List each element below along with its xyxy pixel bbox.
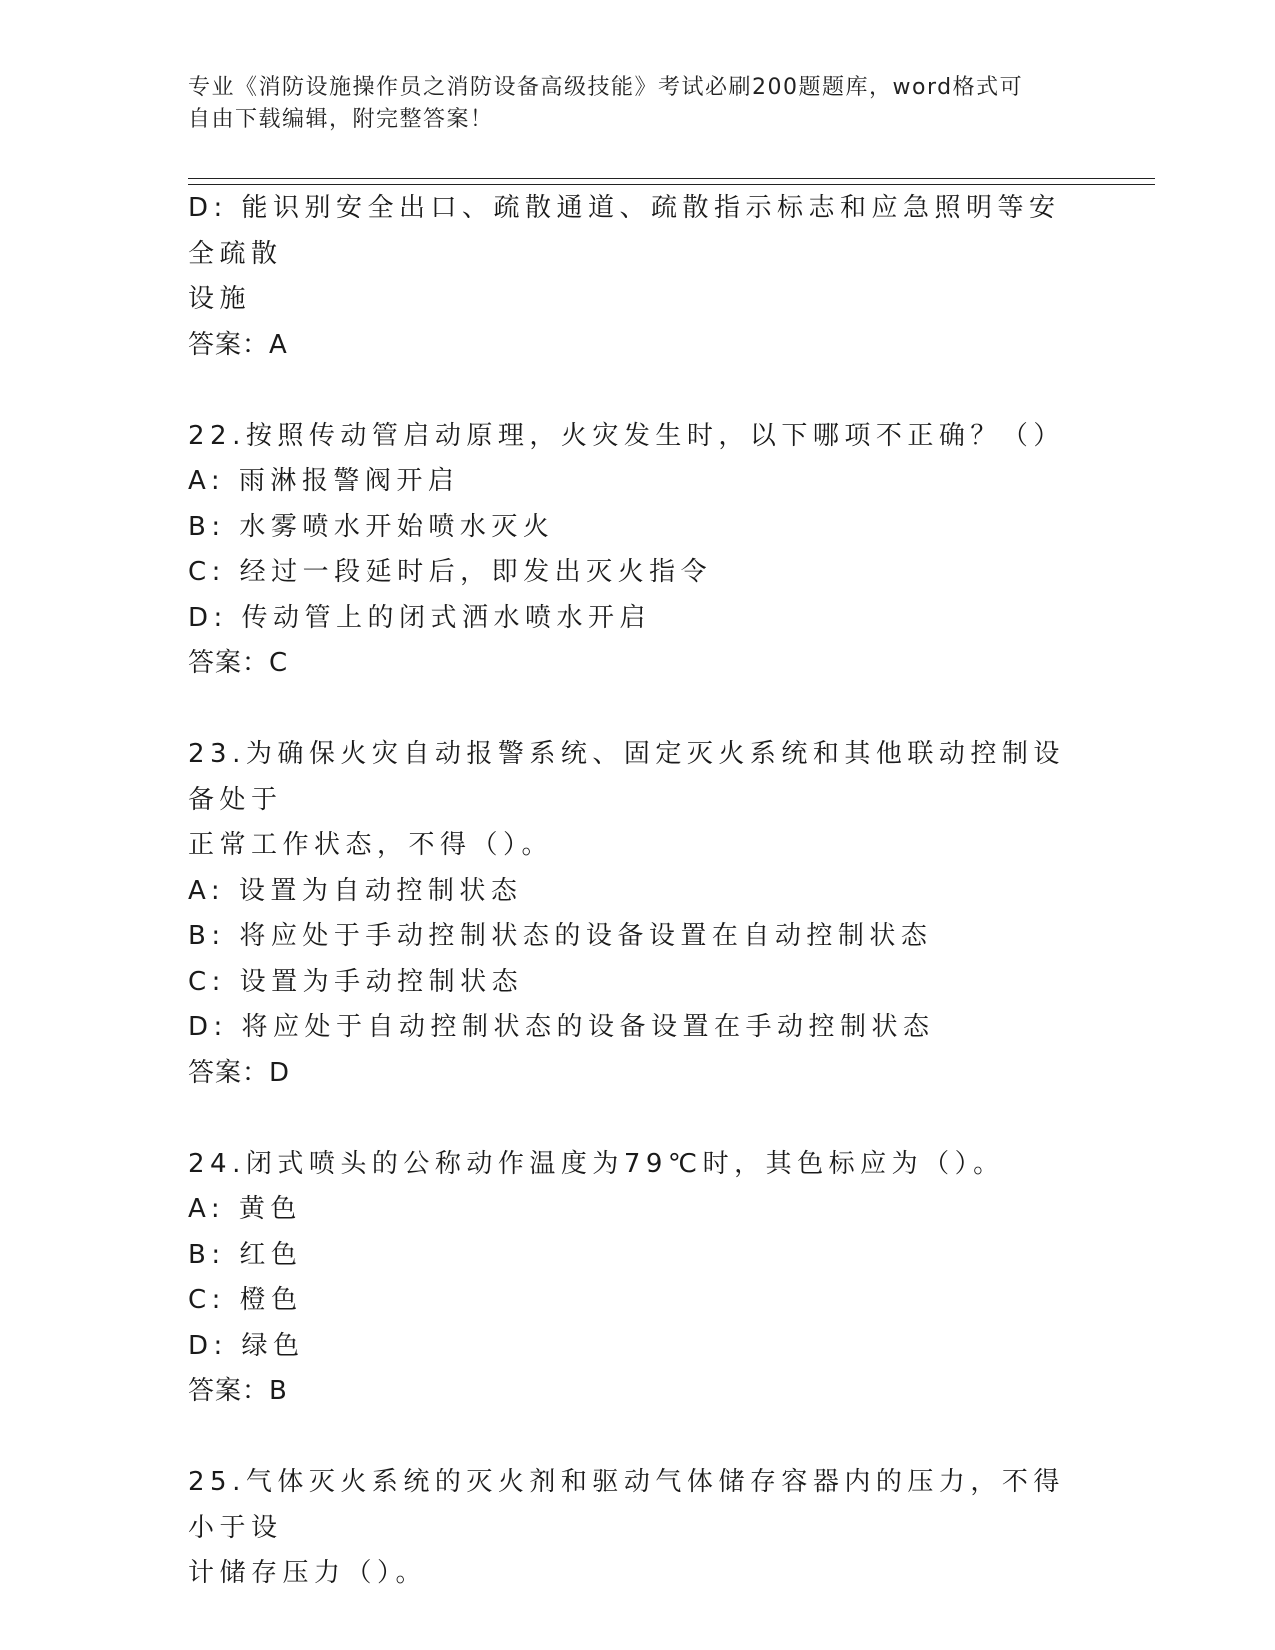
question-stem-continued: 计储存压力（）。 <box>188 1558 428 1588</box>
answer: 答案：A <box>188 329 288 360</box>
question-22 <box>188 414 1068 687</box>
option-b: B: 将应处于手动控制状态的设备设置在自动控制状态 <box>188 921 933 951</box>
header-divider <box>188 178 1155 185</box>
answer: 答案：D <box>188 1057 291 1088</box>
document-header <box>188 72 1068 136</box>
option-d: D: 将应处于自动控制状态的设备设置在手动控制状态 <box>188 1012 935 1042</box>
question-stem: 23.为确保火灾自动报警系统、固定灭火系统和其他联动控制设备处于 <box>188 739 1065 815</box>
option-a: A: 设置为自动控制状态 <box>188 875 523 906</box>
option-d-continued: 设施 <box>188 284 252 314</box>
question-21-tail <box>188 186 1068 368</box>
spacer <box>188 368 1068 414</box>
spacer <box>188 1415 1068 1461</box>
option-d: D: 传动管上的闭式洒水喷水开启 <box>188 602 652 633</box>
question-23 <box>188 732 1068 1096</box>
option-c: C: 设置为手动控制状态 <box>188 966 524 997</box>
option-b: B: 红色 <box>188 1239 303 1270</box>
document-body <box>188 186 1068 1597</box>
option-d: D: 能识别安全出口、疏散通道、疏散指示标志和应急照明等安全疏散 <box>188 193 1061 269</box>
option-d: D: 绿色 <box>188 1330 305 1361</box>
option-a: A: 雨淋报警阀开启 <box>188 466 460 496</box>
option-c: C: 橙色 <box>188 1285 303 1315</box>
header-line-2: 自由下载编辑，附完整答案！ <box>188 107 494 132</box>
question-stem: 24.闭式喷头的公称动作温度为79℃时，其色标应为（）。 <box>188 1148 1005 1179</box>
header-line-1: 专业《消防设施操作员之消防设备高级技能》考试必刷200题题库，word格式可 <box>188 75 1024 100</box>
question-24 <box>188 1142 1068 1415</box>
question-stem-continued: 正常工作状态，不得（）。 <box>188 830 554 860</box>
option-c: C: 经过一段延时后，即发出灭火指令 <box>188 557 713 587</box>
question-stem: 22.按照传动管启动原理，火灾发生时，以下哪项不正确？（） <box>188 420 1065 451</box>
answer: 答案：C <box>188 648 289 678</box>
question-25 <box>188 1460 1068 1597</box>
option-a: A: 黄色 <box>188 1194 302 1224</box>
option-b: B: 水雾喷水开始喷水灭火 <box>188 511 555 542</box>
spacer <box>188 687 1068 733</box>
question-stem: 25.气体灭火系统的灭火剂和驱动气体储存容器内的压力，不得小于设 <box>188 1467 1065 1543</box>
spacer <box>188 1096 1068 1142</box>
answer: 答案：B <box>188 1376 288 1406</box>
